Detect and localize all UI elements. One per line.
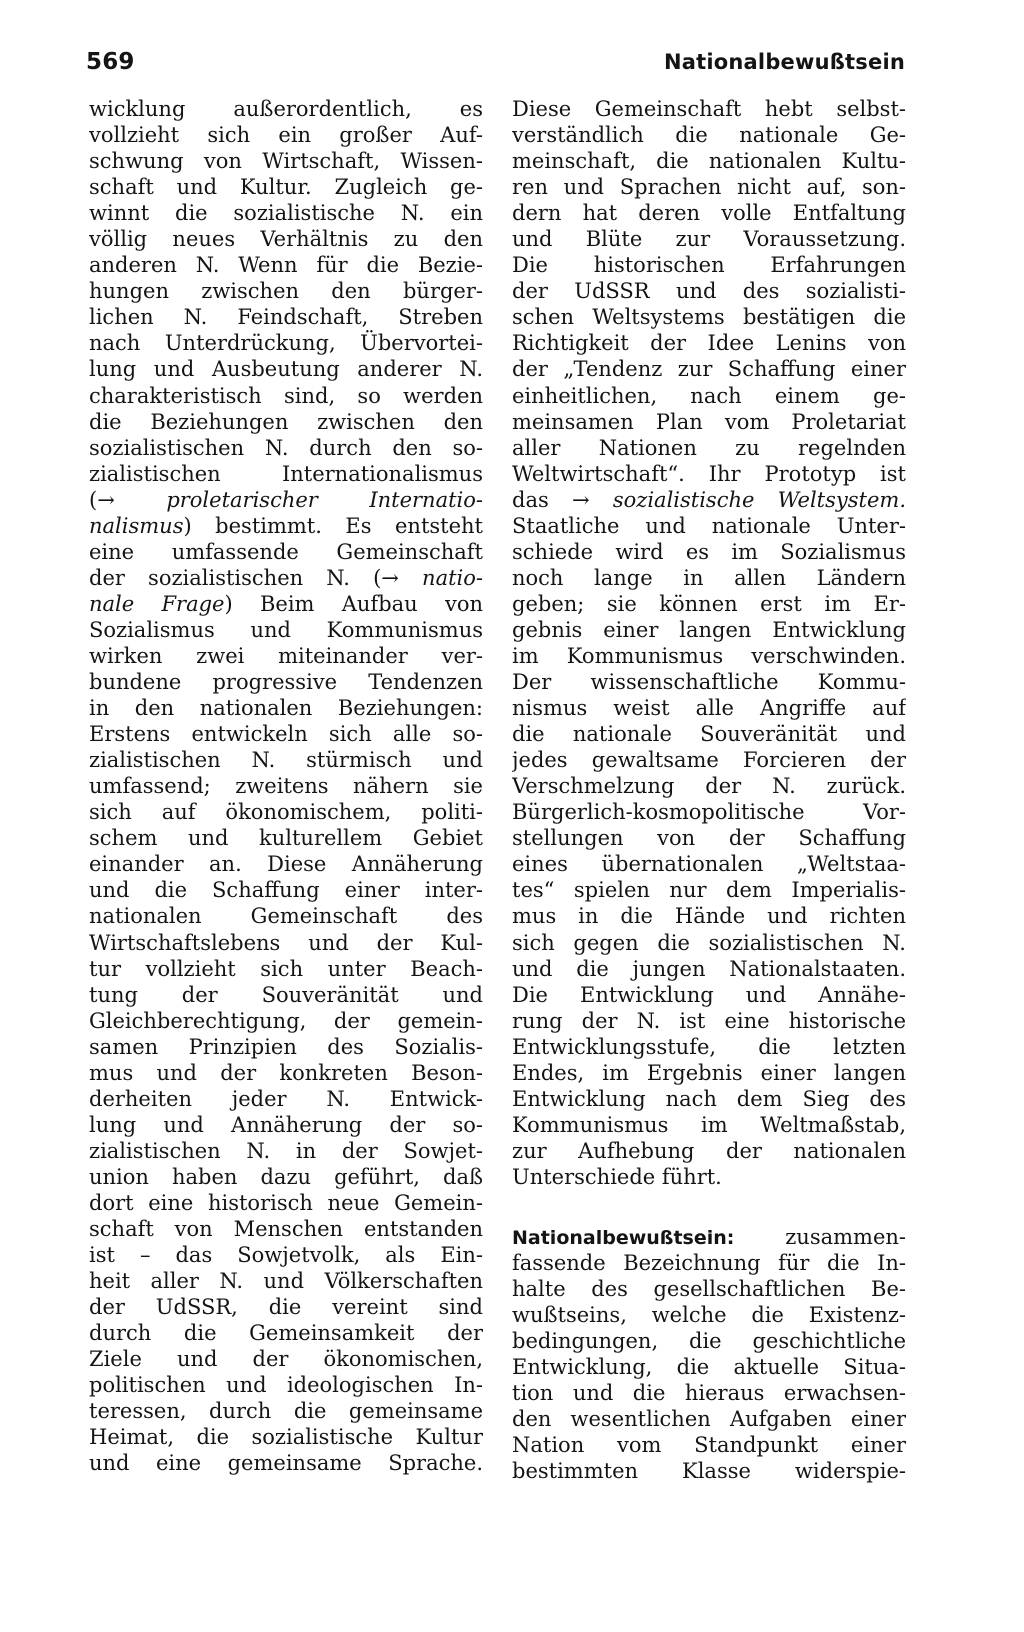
text-line: und die jungen Nationalstaaten. bbox=[512, 956, 906, 981]
text-line: einheitlichen, nach einem ge- bbox=[512, 383, 906, 408]
text-line: meinschaft, die nationalen Kultu- bbox=[512, 149, 906, 174]
text-line: wirken zwei miteinander ver- bbox=[89, 643, 483, 668]
text-line: winnt die sozialistische N. ein bbox=[89, 201, 483, 226]
text-line: nach Unterdrückung, Übervortei- bbox=[89, 331, 483, 356]
text-line: tur vollzieht sich unter Beach- bbox=[89, 956, 483, 981]
cross-reference: natio- bbox=[422, 565, 483, 590]
text-line: lung und Annäherung der so- bbox=[89, 1112, 483, 1137]
text-line: Endes, im Ergebnis einer langen bbox=[512, 1060, 906, 1085]
text-line: dern hat deren volle Entfaltung bbox=[512, 201, 906, 226]
text-line: nalismus) bestimmt. Es entsteht bbox=[89, 513, 483, 538]
text-line: sich auf ökonomischem, politi- bbox=[89, 800, 483, 825]
text-line: den wesentlichen Aufgaben einer bbox=[512, 1407, 906, 1432]
text-line: ren und Sprachen nicht auf, son- bbox=[512, 175, 906, 200]
text-line: Unterschiede führt. bbox=[512, 1164, 722, 1189]
text-line: rung der N. ist eine historische bbox=[512, 1008, 906, 1033]
text-line: jedes gewaltsame Forcieren der bbox=[512, 748, 906, 773]
running-head: Nationalbewußtsein bbox=[664, 50, 905, 74]
text-line: und Blüte zur Voraussetzung. bbox=[512, 227, 906, 252]
text-line: zialistischen N. stürmisch und bbox=[89, 748, 483, 773]
text-line: verständlich die nationale Ge- bbox=[512, 123, 906, 148]
text-line: union haben dazu geführt, daß bbox=[89, 1164, 483, 1189]
text-line: Staatliche und nationale Unter- bbox=[512, 513, 906, 538]
text-line: tion und die hieraus erwachsen- bbox=[512, 1381, 906, 1406]
text-line: teressen, durch die gemeinsame bbox=[89, 1399, 483, 1424]
text-line: gebnis einer langen Entwicklung bbox=[512, 617, 906, 642]
text-line: politischen und ideologischen In- bbox=[89, 1373, 483, 1398]
text-line: schaft und Kultur. Zugleich ge- bbox=[89, 175, 483, 200]
text-line: einander an. Diese Annäherung bbox=[89, 852, 483, 877]
text-line: schen Weltsystems bestätigen die bbox=[512, 305, 906, 330]
text-line: Kommunismus im Weltmaßstab, bbox=[512, 1112, 906, 1137]
text-line: nationalen Gemeinschaft des bbox=[89, 904, 483, 929]
text-line: lung und Ausbeutung anderer N. bbox=[89, 357, 483, 382]
text-line: Die historischen Erfahrungen bbox=[512, 253, 906, 278]
text-line: in den nationalen Beziehungen: bbox=[89, 696, 483, 721]
text-line: wicklung außerordentlich, es bbox=[89, 97, 483, 121]
arrow-prefix: (→ bbox=[89, 487, 167, 512]
text-line: Diese Gemeinschaft hebt selbst- bbox=[512, 97, 906, 121]
text-line: Entwicklung nach dem Sieg des bbox=[512, 1086, 906, 1111]
text-line: ist – das Sowjetvolk, als Ein- bbox=[89, 1243, 483, 1268]
cross-reference: nalismus bbox=[89, 513, 184, 538]
text-line: lichen N. Feindschaft, Streben bbox=[89, 305, 483, 330]
text-line: halte des gesellschaftlichen Be- bbox=[512, 1277, 906, 1302]
text-line: wußtseins, welche die Existenz- bbox=[512, 1303, 906, 1328]
text-line: bedingungen, die geschichtliche bbox=[512, 1329, 906, 1354]
cross-reference: nale Frage bbox=[89, 591, 225, 616]
text-line: Weltwirtschaft“. Ihr Prototyp ist bbox=[512, 461, 906, 486]
page-number: 569 bbox=[86, 49, 135, 75]
text-line: und die Schaffung einer inter- bbox=[89, 878, 483, 903]
text-line: eine umfassende Gemeinschaft bbox=[89, 539, 483, 564]
text-line: Richtigkeit der Idee Lenins von bbox=[512, 331, 906, 356]
text-line: stellungen von der Schaffung bbox=[512, 826, 906, 851]
cross-reference: sozialistische Weltsystem. bbox=[612, 487, 906, 512]
cross-reference: proletarischer Internatio- bbox=[166, 487, 483, 512]
text-line: nismus weist alle Angriffe auf bbox=[512, 696, 906, 721]
text-line: Sozialismus und Kommunismus bbox=[89, 617, 483, 642]
text-line: sozialistischen N. durch den so- bbox=[89, 435, 483, 460]
text-line: Gleichberechtigung, der gemein- bbox=[89, 1008, 483, 1033]
text-line: der „Tendenz zur Schaffung einer bbox=[512, 357, 906, 382]
text-line: geben; sie können erst im Er- bbox=[512, 591, 906, 616]
text-line: völlig neues Verhältnis zu den bbox=[89, 227, 483, 252]
text-line: und eine gemeinsame Sprache. bbox=[89, 1451, 483, 1476]
paragraph-gap bbox=[512, 1190, 906, 1224]
text-line: Der wissenschaftliche Kommu- bbox=[512, 670, 906, 695]
text-line: tung der Souveränität und bbox=[89, 982, 483, 1007]
text-line: derheiten jeder N. Entwick- bbox=[89, 1086, 483, 1111]
left-column bbox=[89, 96, 483, 1476]
text-line: noch lange in allen Ländern bbox=[512, 565, 906, 590]
text-line: der UdSSR, die vereint sind bbox=[89, 1295, 483, 1320]
text-line: vollzieht sich ein großer Auf- bbox=[89, 123, 483, 148]
text-line: samen Prinzipien des Sozialis- bbox=[89, 1034, 483, 1059]
text-line: zialistischen N. in der Sowjet- bbox=[89, 1138, 483, 1163]
text-line: hungen zwischen den bürger- bbox=[89, 279, 483, 304]
text-line: Nation vom Standpunkt einer bbox=[512, 1433, 906, 1458]
text-line: charakteristisch sind, so werden bbox=[89, 383, 483, 408]
text-line: sich gegen die sozialistischen N. bbox=[512, 930, 906, 955]
text-line: der sozialistischen N. (→ natio- bbox=[89, 565, 483, 590]
text-line: die Beziehungen zwischen den bbox=[89, 409, 483, 434]
text-line: Verschmelzung der N. zurück. bbox=[512, 774, 906, 799]
text-line: Erstens entwickeln sich alle so- bbox=[89, 722, 483, 747]
text-line: zur Aufhebung der nationalen bbox=[512, 1138, 906, 1163]
text-line: bestimmten Klasse widerspie- bbox=[512, 1459, 906, 1484]
text-line: Bürgerlich-kosmopolitische Vor- bbox=[512, 800, 906, 825]
text-line: der UdSSR und des sozialisti- bbox=[512, 279, 906, 304]
text-line: schaft von Menschen entstanden bbox=[89, 1217, 483, 1242]
text-line: dort eine historisch neue Gemein- bbox=[89, 1190, 483, 1215]
entry-first-line: Nationalbewußtsein: zusammen- bbox=[512, 1224, 906, 1249]
text-line: tes“ spielen nur dem Imperialis- bbox=[512, 878, 906, 903]
right-column bbox=[512, 96, 906, 1484]
page-header bbox=[86, 44, 905, 80]
text-line: Entwicklungsstufe, die letzten bbox=[512, 1034, 906, 1059]
text-line: Heimat, die sozialistische Kultur bbox=[89, 1425, 483, 1450]
text-line: durch die Gemeinsamkeit der bbox=[89, 1321, 483, 1346]
text-line: heit aller N. und Völkerschaften bbox=[89, 1269, 483, 1294]
text-line: bundene progressive Tendenzen bbox=[89, 670, 483, 695]
text-line: nale Frage) Beim Aufbau von bbox=[89, 591, 483, 616]
text-line: Ziele und der ökonomischen, bbox=[89, 1347, 483, 1372]
text-line: das → sozialistische Weltsystem. bbox=[512, 487, 906, 512]
entry-headword: Nationalbewußtsein: bbox=[512, 1226, 735, 1249]
text-line: fassende Bezeichnung für die In- bbox=[512, 1251, 906, 1276]
text-line: Wirtschaftslebens und der Kul- bbox=[89, 930, 483, 955]
text-line: aller Nationen zu regelnden bbox=[512, 435, 906, 460]
text-line bbox=[89, 487, 483, 513]
text-line: mus in die Hände und richten bbox=[512, 904, 906, 929]
text-line: schem und kulturellem Gebiet bbox=[89, 826, 483, 851]
text-line: umfassend; zweitens nähern sie bbox=[89, 774, 483, 799]
text-line: anderen N. Wenn für die Bezie- bbox=[89, 253, 483, 278]
text-line: Die Entwicklung und Annähe- bbox=[512, 982, 906, 1007]
text-line: Entwicklung, die aktuelle Situa- bbox=[512, 1355, 906, 1380]
text-line: schwung von Wirtschaft, Wissen- bbox=[89, 149, 483, 174]
text-line: eines übernationalen „Weltstaa- bbox=[512, 852, 906, 877]
text-line: mus und der konkreten Beson- bbox=[89, 1060, 483, 1085]
text-line: im Kommunismus verschwinden. bbox=[512, 643, 906, 668]
text-line: schiede wird es im Sozialismus bbox=[512, 539, 906, 564]
text-line: zialistischen Internationalismus bbox=[89, 461, 483, 486]
text-line: die nationale Souveränität und bbox=[512, 722, 906, 747]
text-line: meinsamen Plan vom Proletariat bbox=[512, 409, 906, 434]
